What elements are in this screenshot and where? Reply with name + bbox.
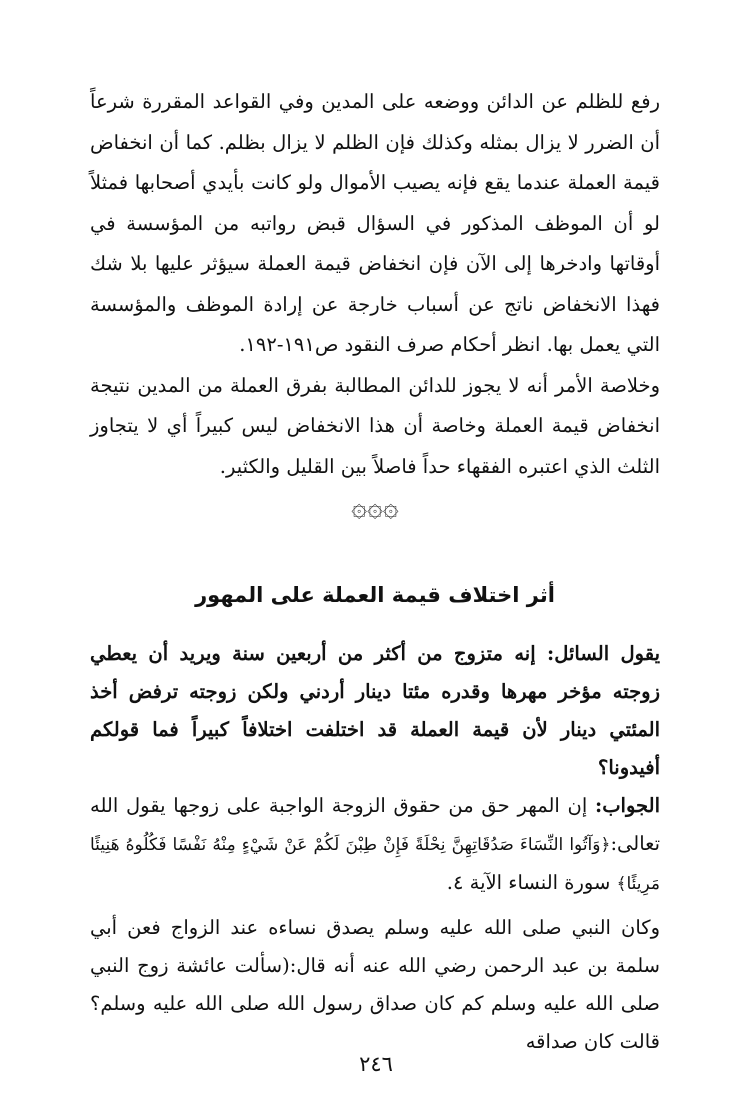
page-body xyxy=(90,82,660,1061)
answer-label: الجواب: xyxy=(595,794,660,817)
ornament-divider xyxy=(90,493,660,523)
question-paragraph xyxy=(90,635,660,787)
question-label: يقول السائل: xyxy=(547,642,660,665)
question-text: إنه متزوج من أكثر من أربعين سنة ويريد أن يعطي زوجته مؤخر مهرها وقدره مئتا دينار أردني ولكن زوجته ترفض أخذ المئتي دينار لأن قيمة العملة قد اختلفت اختلافاً كبيراً فما قولكم أفيدونا؟ xyxy=(90,642,660,779)
paragraph-1: رفع للظلم عن الدائن ووضعه على المدين وفي القواعد المقررة شرعاً أن الضرر لا يزال بمثله وكذلك فإن الظلم لا يزال بظلم. كما أن انخفاض قيمة العملة عندما يقع فإنه يصيب الأموال ولو كانت بأيدي أصحابها فمثلاً لو أن الموظف المذكور في السؤال قبض رواتبه من المؤسسة في أوقاتها وادخرها إلى الآن فإن انخفاض قيمة العملة سيؤثر عليها بلا شك فهذا الانخفاض ناتج عن أسباب خارجة عن إرادة الموظف والمؤسسة التي يعمل بها. انظر أحكام صرف النقود ص١٩١-١٩٢. xyxy=(90,90,660,356)
answer-text: إن المهر حق من حقوق الزوجة الواجبة على زوجها يقول الله تعالى: xyxy=(90,794,660,855)
answer-paragraph xyxy=(90,787,660,903)
star-ornament-icon: ۞۞۞ xyxy=(351,492,399,523)
paragraph-hadith: وكان النبي صلى الله عليه وسلم يصدق نساءه عند الزواج فعن أبي سلمة بن عبد الرحمن رضي الله عنه أنه قال:(سألت عائشة زوج النبي صلى الله عليه وسلم كم كان صداق رسول الله صلى الله عليه وسلم؟ قالت كان صداقه xyxy=(90,916,660,1053)
quran-verse: ﴿وَآتُوا النِّسَاءَ صَدُقَاتِهِنَّ نِحْلَةً فَإِنْ طِبْنَ لَكُمْ عَنْ شَيْءٍ مِنْهُ نَفْسًا فَكُلُوهُ هَنِيئًا مَرِيئًا﴾ xyxy=(90,835,660,894)
page-number: ٢٤٦ xyxy=(359,1052,393,1076)
section-heading: أثر اختلاف قيمة العملة على المهور xyxy=(195,583,555,607)
verse-reference: سورة النساء الآية ٤. xyxy=(446,871,617,894)
paragraph-2: وخلاصة الأمر أنه لا يجوز للدائن المطالبة بفرق العملة من المدين نتيجة انخفاض قيمة العملة وخاصة أن هذا الانخفاض ليس كبيراً أي لا يتجاوز الثلث الذي اعتبره الفقهاء حداً فاصلاً بين القليل والكثير. xyxy=(90,373,660,478)
